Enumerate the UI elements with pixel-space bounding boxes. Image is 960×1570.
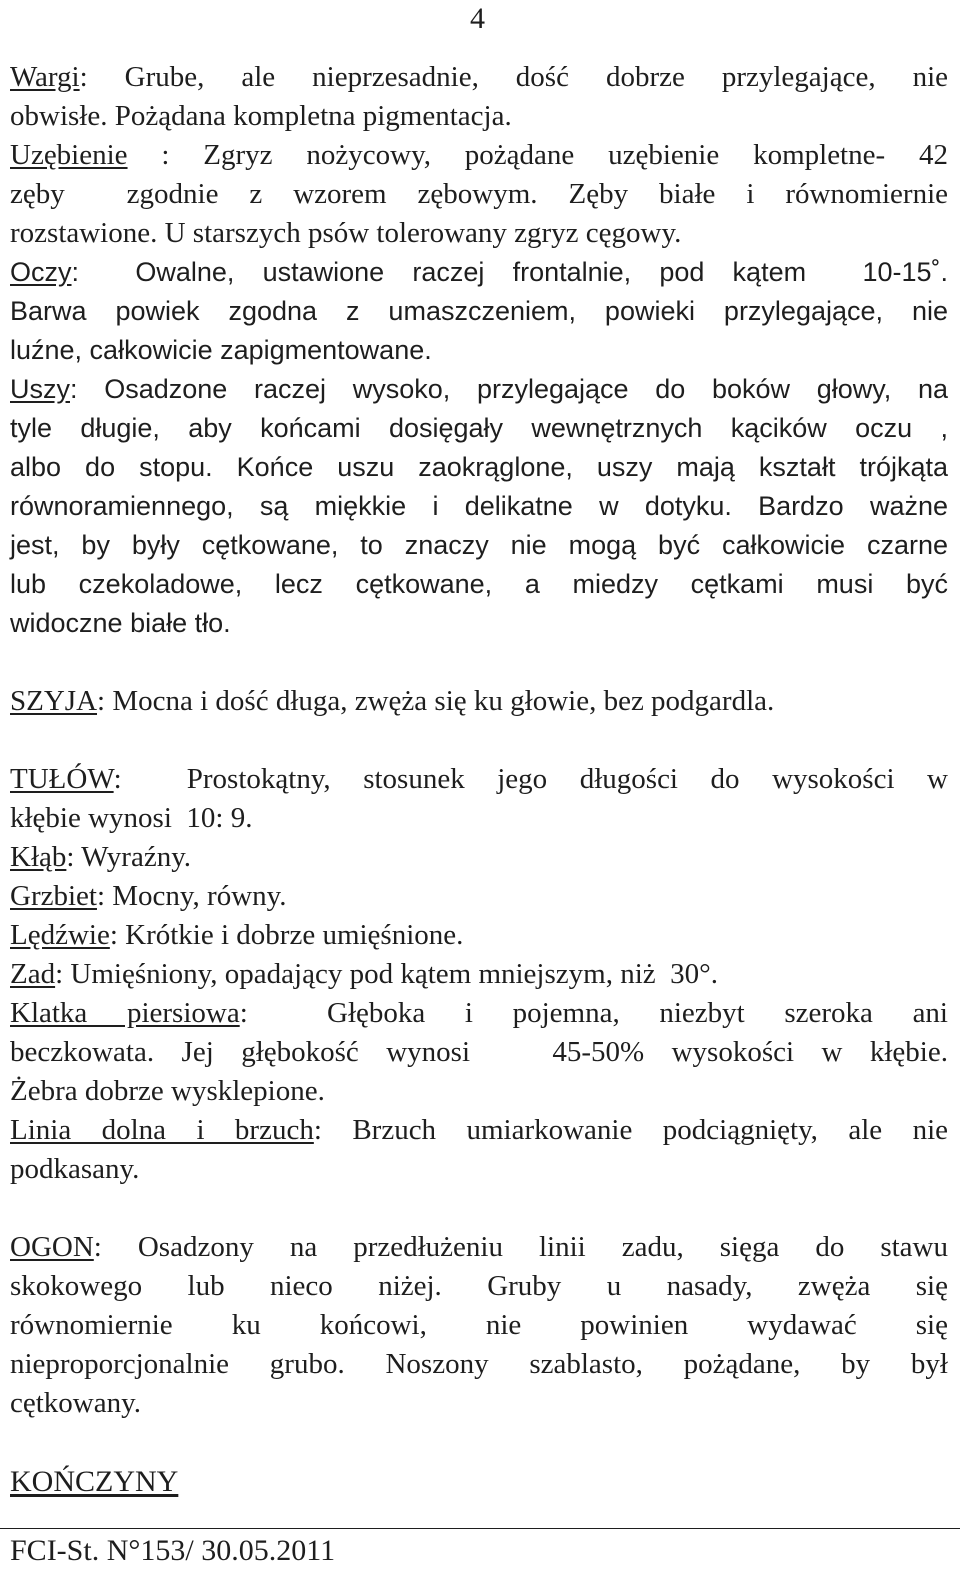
field-text: : Brzuch umiarkowanie podciągnięty, ale nie (313, 1114, 948, 1146)
text-line (10, 1072, 948, 1111)
text-line (10, 448, 948, 487)
field-text: podkasany. (10, 1153, 140, 1185)
paragraph (10, 682, 948, 721)
field-label: OGON (10, 1231, 94, 1263)
footer-rule (0, 1528, 960, 1529)
section-heading: KOŃCZYNY (10, 1465, 179, 1498)
field-text: : Mocna i dość długa, zwęża się ku głowie, bez podgardla. (97, 685, 775, 717)
text-line (10, 409, 948, 448)
field-text: : Grube, ale nieprzesadnie, dość dobrze przylegające, nie (79, 61, 948, 93)
text-line (10, 1345, 948, 1384)
field-text: cętkowany. (10, 1387, 141, 1419)
paragraph (10, 916, 948, 955)
paragraph (10, 838, 948, 877)
field-text: równoramiennego, są miękkie i delikatne w dotyku. Bardzo ważne (10, 491, 948, 521)
text-line (10, 1228, 948, 1267)
field-text: lub czekoladowe, lecz cętkowane, a miedzy cętkami musi być (10, 569, 948, 599)
field-text: : Zgryz nożycowy, pożądane uzębienie kompletne- 42 (127, 139, 948, 171)
text-line (10, 214, 948, 253)
text-line (10, 916, 948, 955)
field-text: tyle długie, aby końcami dosięgały wewnętrznych kącików oczu , (10, 413, 948, 443)
text-line (10, 1267, 948, 1306)
section-heading-row (10, 1462, 948, 1502)
document-body (10, 58, 948, 1502)
text-line (10, 370, 948, 409)
field-text: : Mocny, równy. (96, 880, 287, 912)
text-line (10, 1306, 948, 1345)
text-line (10, 877, 948, 916)
field-label: TUŁÓW (10, 763, 114, 795)
paragraph (10, 136, 948, 253)
text-line (10, 1384, 948, 1423)
field-text: nieproporcjonalnie grubo. Noszony szablasto, pożądane, by był (10, 1348, 948, 1380)
text-line (10, 994, 948, 1033)
field-label: Uszy (10, 374, 70, 404)
page-number: 4 (470, 2, 485, 35)
text-line (10, 1111, 948, 1150)
text-line (10, 760, 948, 799)
footer-text: FCI-St. N°153/ 30.05.2011 (10, 1534, 336, 1567)
field-text: : Głęboka i pojemna, niezbyt szeroka ani (239, 997, 948, 1029)
text-line (10, 1033, 948, 1072)
paragraph (10, 877, 948, 916)
field-text: zęby zgodnie z wzorem zębowym. Zęby białe i równomiernie (10, 178, 948, 210)
field-label: Linia dolna i brzuch (10, 1114, 314, 1146)
text-line (10, 253, 948, 292)
field-text: skokowego lub nieco niżej. Gruby u nasady, zwęża się (10, 1270, 948, 1302)
text-line (10, 604, 948, 643)
field-label: Zad (10, 958, 56, 990)
field-text: widoczne białe tło. (10, 608, 231, 638)
text-line (10, 97, 948, 136)
field-text: : Osadzone raczej wysoko, przylegające do boków głowy, na (70, 374, 948, 404)
paragraph (10, 955, 948, 994)
paragraph (10, 370, 948, 643)
paragraph (10, 1111, 948, 1189)
text-line (10, 175, 948, 214)
text-line (10, 58, 948, 97)
field-label: Kłąb (10, 841, 67, 873)
field-text: równomiernie ku końcowi, nie powinien wydawać się (10, 1309, 948, 1341)
field-text: albo do stopu. Końce uszu zaokrąglone, uszy mają kształt trójkąta (10, 452, 948, 482)
field-text: obwisłe. Pożądana kompletna pigmentacja. (10, 100, 512, 132)
text-line (10, 565, 948, 604)
text-line (10, 136, 948, 175)
field-label: Lędźwie (10, 919, 110, 951)
field-text: rozstawione. U starszych psów tolerowany zgryz cęgowy. (10, 217, 682, 249)
field-label: Grzbiet (10, 880, 97, 912)
field-label: Uzębienie (10, 139, 128, 171)
field-text: : Osadzony na przedłużeniu linii zadu, sięga do stawu (93, 1231, 948, 1263)
field-text: : Owalne, ustawione raczej frontalnie, pod kątem 10-15˚. (71, 257, 948, 287)
field-text: jest, by były cętkowane, to znaczy nie mogą być całkowicie czarne (10, 530, 948, 560)
text-line (10, 838, 948, 877)
text-line (10, 955, 948, 994)
field-label: Oczy (10, 257, 72, 287)
field-text: beczkowata. Jej głębokość wynosi 45-50% wysokości w kłębie. (10, 1036, 948, 1068)
field-label: Klatka piersiowa (10, 997, 240, 1029)
paragraph (10, 1228, 948, 1423)
paragraph (10, 994, 948, 1111)
field-text: : Krótkie i dobrze umięśnione. (109, 919, 464, 951)
paragraph (10, 760, 948, 838)
paragraph (10, 58, 948, 136)
paragraph (10, 253, 948, 370)
field-text: : Wyraźny. (66, 841, 192, 873)
field-label: SZYJA (10, 685, 98, 717)
field-text: Żebra dobrze wysklepione. (10, 1075, 325, 1107)
text-line (10, 487, 948, 526)
field-label: Wargi (10, 61, 80, 93)
text-line (10, 526, 948, 565)
field-text: Barwa powiek zgodna z umaszczeniem, powieki przylegające, nie (10, 296, 948, 326)
field-text: kłębie wynosi 10: 9. (10, 802, 253, 834)
field-text: : Umięśniony, opadający pod kątem mniejszym, niż 30°. (55, 958, 718, 990)
field-text: : Prostokątny, stosunek jego długości do wysokości w (113, 763, 948, 795)
text-line (10, 1150, 948, 1189)
text-line (10, 292, 948, 331)
text-line (10, 331, 948, 370)
text-line (10, 682, 948, 721)
field-text: luźne, całkowicie zapigmentowane. (10, 335, 432, 365)
text-line (10, 799, 948, 838)
